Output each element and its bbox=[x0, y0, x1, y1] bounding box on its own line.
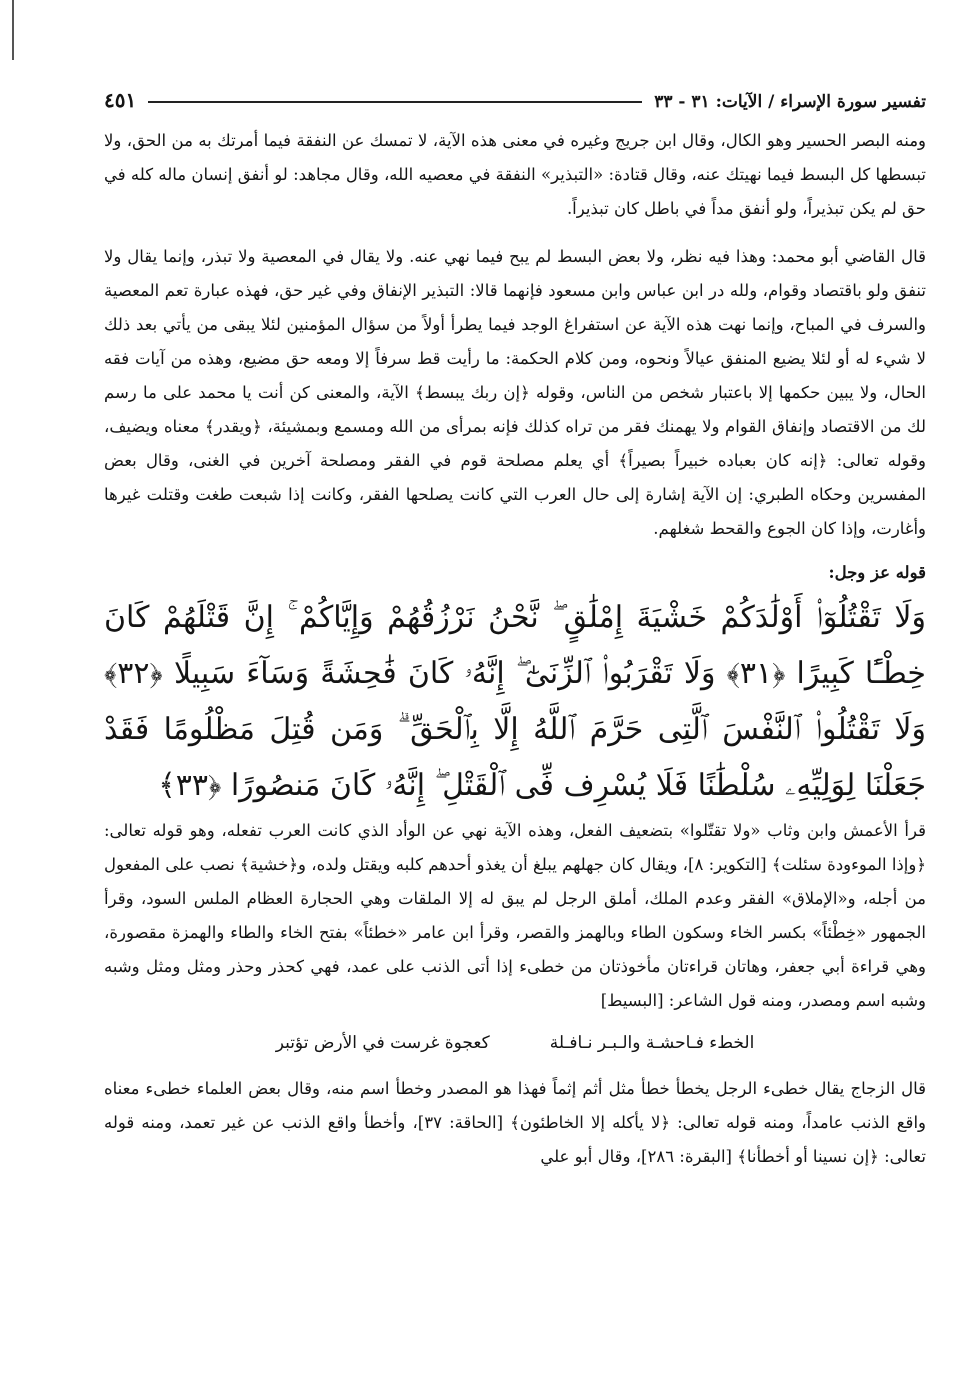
paragraph-4: قال الزجاج يقال خطىء الرجل يخطأ خطأ مثل أثم إثماً فهذا هو المصدر وخطأ اسم منه، وقال بعض العلماء خطىء معناه واقع الذنب عامداً، ومنه قوله تعالى: ﴿لا يأكله إلا الخاطئون﴾ [الحاقة: ٣٧]، وأخطأ واقع الذنب عن غير تعمد، ومنه قوله تعالى: ﴿إن نسينا أو أخطأنا﴾ [البقرة: ٢٨٦]، وقال أبو علي bbox=[104, 1079, 926, 1166]
quran-verses: وَلَا تَقْتُلُوٓا۟ أَوْلَٰدَكُمْ خَشْيَةَ إِمْلَٰقٍ ۖ نَّحْنُ نَرْزُقُهُمْ وَإِيَّاكُمْ ۚ إِنَّ قَتْلَهُمْ كَانَ خِطْـًٔا كَبِيرًا ﴿٣١﴾ وَلَا تَقْرَبُوا۟ ٱلزِّنَىٰٓ ۖ إِنَّهُۥ كَانَ فَٰحِشَةً وَسَآءَ سَبِيلًا ﴿٣٢﴾ وَلَا تَقْتُلُوا۟ ٱلنَّفْسَ ٱلَّتِى حَرَّمَ ٱللَّهُ إِلَّا بِٱلْحَقِّ ۗ وَمَن قُتِلَ مَظْلُومًا فَقَدْ جَعَلْنَا لِوَلِيِّهِۦ سُلْطَٰنًا فَلَا يُسْرِف فِّى ٱلْقَتْلِ ۖ إِنَّهُۥ كَانَ مَنصُورًا ﴿٣٣﴾ bbox=[104, 600, 926, 803]
page-number: ٤٥١ bbox=[104, 88, 137, 112]
poem-verse bbox=[104, 1026, 926, 1060]
page-body bbox=[104, 124, 926, 1174]
verse-heading: قوله عز وجل: bbox=[828, 563, 926, 582]
paragraph-3: قرأ الأعمش وابن وثاب «ولا تقتّلوا» بتضعيف الفعل، وهذه الآية نهي عن الوأد الذي كانت العرب تفعله، وهو قوله تعالى: ﴿وإذا الموءودة سئلت﴾ [التكوير: ٨]، ويقال كان جهلهم يبلغ أن يغذو أحدهم كلبه ويقتل ولده، و﴿خشية﴾ نصب على المفعول من أجله، و«الإملاق» الفقر وعدم الملك، أملق الرجل لم يبق له إلا الملقات وهي الحجارة العظام الملس السود، وقرأ الجمهور «خِطْئاً» بكسر الخاء وسكون الطاء وبالهمز والقصر، وقرأ ابن عامر «خطئاً» بفتح الخاء والطاء والهمزة مقصورة، وهي قراءة أبي جعفر، وهاتان قراءتان مأخوذتان من خطىء إذا أتى الذنب على عمد، فهي كحذر وحذر ومثل ومثل وشبه وشبه اسم ومصدر، ومنه قول الشاعر: [البسيط] bbox=[104, 821, 926, 1010]
paragraph-2: قال القاضي أبو محمد: وهذا فيه نظر، ولا بعض البسط لم يبح فيما نهي عنه. ولا يقال في المعصية ولا تبذر، وإنما يقال ولا تنفق ولو باقتصاد وقوام، ولله در ابن عباس وابن مسعود فإنهما قالا: التبذير الإنفاق وفي غير حق، فهذه عبارة تعم المعصية والسرف في المباح، وإنما نهت هذه الآية عن استفراغ الوجد فيما يطرأ أولاً من سؤال المؤمنين لئلا يبقى من يأتي بعد ذلك لا شيء له أو لئلا يضيع المنفق عيالاً ونحوه، ومن كلام الحكمة: ما رأيت قط سرفاً إلا ومعه حق مضيع، وهذه من آيات فقه الحال، ولا يبين حكمها إلا باعتبار شخص من الناس، وقوله ﴿إن ربك يبسط﴾ الآية، والمعنى كن أنت يا محمد على ما رسم لك من الاقتصاد وإنفاق القوام ولا يهمنك فقر من تراه كذلك فإنه بمرأى من الله ومسمع وبمشيئة، ﴿ويقدر﴾ معناه ويضيف، وقوله تعالى: ﴿إنه كان بعباده خبيراً بصيراً﴾ أي يعلم مصلحة قوم في الفقر ومصلحة آخرين في الغنى، وقال بعض المفسرين وحكاه الطبري: إن الآية إشارة إلى حال العرب التي كانت يصلحها الفقر، وكانت إذا شبعت طغت وقتلت غيرها وأغارت، وإذا كان الجوع والقحط شغلهم. bbox=[104, 247, 926, 538]
paragraph-1: ومنه البصر الحسير وهو الكال، وقال ابن جريج وغيره في معنى هذه الآية، لا تمسك عن النفقة فيما أمرتك به من الحق، ولا تبسطها كل البسط فيما نهيتك عنه، وقال قتادة: «التبذير» النفقة في معصيه الله، وقال مجاهد: لو أنفق إنسان ماله كله في حق لم يكن تبذيراً، ولو أنفق مداً في باطل كان تبذيراً. bbox=[104, 131, 926, 218]
poem-hemistich-1: الخطء فـاحشـة والـبـر نـافـلة bbox=[549, 1033, 755, 1053]
page-edge-line bbox=[12, 0, 14, 60]
header-rule bbox=[148, 101, 642, 103]
poem-hemistich-2: كعجوة غرست في الأرض تؤتبر bbox=[275, 1033, 490, 1053]
page-header bbox=[104, 80, 926, 112]
running-title: تفسير سورة الإسراء / الآيات: ٣١ - ٣٣ bbox=[654, 92, 926, 112]
